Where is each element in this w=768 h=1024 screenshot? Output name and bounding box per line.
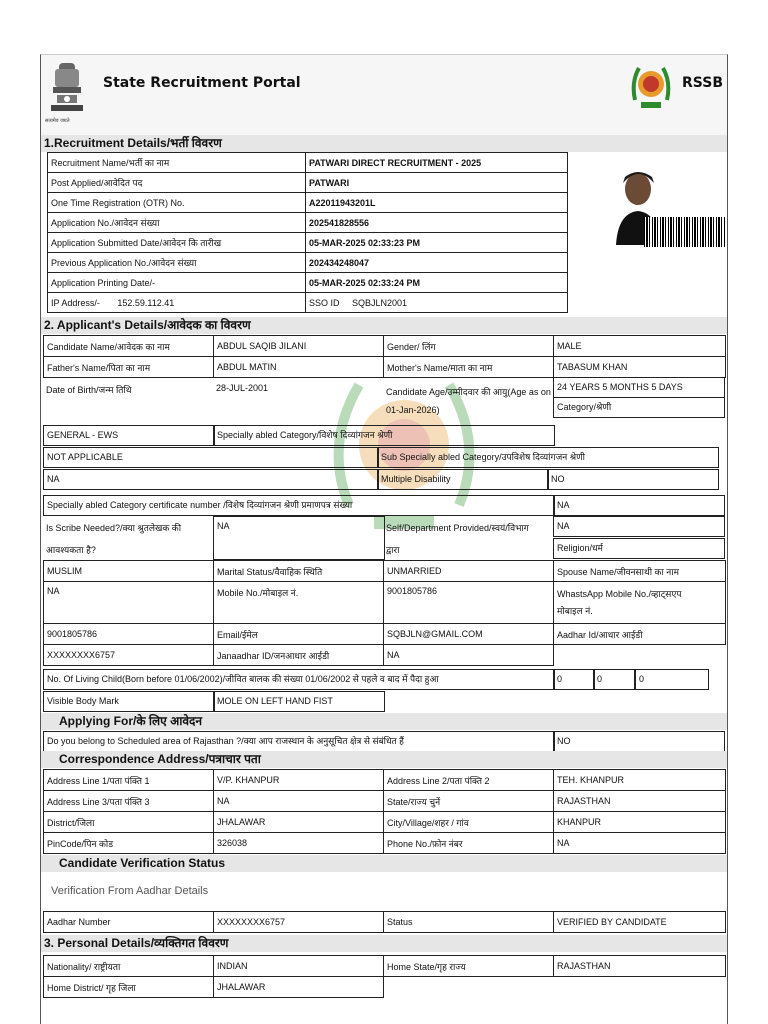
ip-address-cell xyxy=(48,293,306,313)
field-label: Janaadhar ID/जनआधार आईडी xyxy=(214,645,384,666)
category-label: Category/श्रेणी xyxy=(553,397,725,418)
sub-specially-abled-label: Sub Specially abled Category/उपविशेष दिव्यांगजन श्रेणी xyxy=(377,447,719,468)
table-row xyxy=(44,582,726,624)
rssb-logo-icon xyxy=(629,60,673,112)
sso-id-cell xyxy=(306,293,568,313)
field-label: Aadhar Number xyxy=(44,912,214,933)
table-row xyxy=(44,791,726,812)
field-value: RAJASTHAN xyxy=(554,791,726,812)
field-value: PATWARI DIRECT RECRUITMENT - 2025 xyxy=(306,153,568,173)
field-value: NA xyxy=(44,582,214,624)
table-row xyxy=(44,561,726,582)
certificate-number-value: NA xyxy=(553,495,725,516)
table-row xyxy=(44,912,726,933)
dob-label: Date of Birth/जन्म तिथि xyxy=(46,385,132,395)
address-title: Correspondence Address/पत्राचार पता xyxy=(59,752,261,766)
field-label: Application No./आवेदन संख्या xyxy=(48,213,306,233)
field-label: Spouse Name/जीवनसाथी का नाम xyxy=(554,561,726,582)
body-mark-value: MOLE ON LEFT HAND FIST xyxy=(213,691,385,712)
applicant-details-table-b xyxy=(43,560,726,666)
field-value: 9001805786 xyxy=(384,582,554,624)
certificate-number-label: Specially abled Category certificate number /विशेष दिव्यांगजन श्रेणी प्रमाणपत्र संख्या xyxy=(43,495,555,516)
field-value: UNMARRIED xyxy=(384,561,554,582)
field-label: Address Line 2/पता पंक्ति 2 xyxy=(384,770,554,791)
table-row xyxy=(44,336,726,357)
table-row xyxy=(48,233,568,253)
living-child-value-3: 0 xyxy=(635,669,709,690)
field-value: RAJASTHAN xyxy=(554,956,726,977)
field-value: 9001805786 xyxy=(44,624,214,645)
field-label: Marital Status/वैवाहिक स्थिति xyxy=(214,561,384,582)
field-label: City/Village/शहर / गांव xyxy=(384,812,554,833)
field-label: Address Line 1/पता पंक्ति 1 xyxy=(44,770,214,791)
sub-specially-abled-value: NA xyxy=(43,469,379,490)
application-form-page xyxy=(40,54,728,1024)
table-row xyxy=(48,193,568,213)
applying-for-title: Applying For/के लिए आवेदन xyxy=(59,714,203,728)
field-value: NA xyxy=(214,791,384,812)
verification-title: Candidate Verification Status xyxy=(59,856,226,870)
field-value: V/P. KHANPUR xyxy=(214,770,384,791)
empty-cell xyxy=(554,645,726,666)
field-label: Phone No./फ़ोन नंबर xyxy=(384,833,554,854)
table-row xyxy=(44,645,726,666)
field-label: Email/ईमेल xyxy=(214,624,384,645)
field-label: Post Applied/आवेदित पद xyxy=(48,173,306,193)
table-row xyxy=(48,273,568,293)
field-label: One Time Registration (OTR) No. xyxy=(48,193,306,213)
field-label: Aadhar Id/आधार आईडी xyxy=(554,624,726,645)
whatsapp-label: WhastsApp Mobile No./व्हाट्सएप xyxy=(557,589,682,599)
ip-address-value: 152.59.112.41 xyxy=(117,297,175,308)
category-value: GENERAL - EWS xyxy=(43,425,215,446)
field-label: PinCode/पिन कोड xyxy=(44,833,214,854)
verification-table xyxy=(43,911,726,933)
field-label: Recruitment Name/भर्ती का नाम xyxy=(48,153,306,173)
section-applicant-title: 2. Applicant's Details/आवेदक का विवरण xyxy=(41,317,728,334)
specially-abled-value: NOT APPLICABLE xyxy=(43,447,379,468)
age-value: 24 YEARS 5 MONTHS 5 DAYS xyxy=(553,377,725,398)
living-child-value-1: 0 xyxy=(553,669,595,690)
field-value: KHANPUR xyxy=(554,812,726,833)
field-label: Home State/गृह राज्य xyxy=(384,956,554,977)
multiple-disability-value: NO xyxy=(547,469,719,490)
religion-label: Religion/धर्म xyxy=(553,538,725,559)
multiple-disability-label: Multiple Disability xyxy=(377,469,549,490)
field-label: Gender/ लिंग xyxy=(384,336,554,357)
section-recruitment-title: 1.Recruitment Details/भर्ती विवरण xyxy=(41,135,728,152)
verification-subtitle: Verification From Aadhar Details xyxy=(51,885,209,897)
sso-id-label: SSO ID xyxy=(309,297,340,308)
form-header xyxy=(41,55,728,135)
field-value: 05-MAR-2025 02:33:23 PM xyxy=(306,233,568,253)
field-value: 202434248047 xyxy=(306,253,568,273)
field-value: JHALAWAR xyxy=(214,812,384,833)
field-label: Father's Name/पिता का नाम xyxy=(44,357,214,378)
empty-cell xyxy=(384,977,554,998)
scribe-value: NA xyxy=(213,516,385,560)
field-value: PATWARI xyxy=(306,173,568,193)
table-row xyxy=(44,357,726,378)
field-label: Mother's Name/माता का नाम xyxy=(384,357,554,378)
field-label: Candidate Name/आवेदक का नाम xyxy=(44,336,214,357)
field-value: INDIAN xyxy=(214,956,384,977)
barcode xyxy=(644,217,726,247)
field-label: Application Printing Date/- xyxy=(48,273,306,293)
table-row xyxy=(44,624,726,645)
field-label: Mobile No./मोबाइल नं. xyxy=(214,582,384,624)
field-value: 202541828556 xyxy=(306,213,568,233)
field-label: Home District/ गृह जिला xyxy=(44,977,214,998)
scheduled-area-answer: NO xyxy=(553,731,725,752)
section-personal-title: 3. Personal Details/व्यक्तिगत विवरण xyxy=(41,935,728,952)
status-badge: VERIFIED BY CANDIDATE xyxy=(554,912,726,933)
table-row xyxy=(44,770,726,791)
field-label: Previous Application No./आवेदन संख्या xyxy=(48,253,306,273)
field-value: NA xyxy=(554,833,726,854)
table-row xyxy=(44,812,726,833)
scheduled-area-question: Do you belong to Scheduled area of Rajasthan ?/क्या आप राजस्थान के अनुसूचित क्षेत्र से संबंधित हैं xyxy=(43,731,555,752)
field-value: SQBJLN@GMAIL.COM xyxy=(384,624,554,645)
personal-details-table xyxy=(43,955,726,998)
scribe-label-2: आवश्यकता है? xyxy=(46,545,96,555)
ip-address-label: IP Address/- xyxy=(51,297,100,308)
field-label: Application Submitted Date/आवेदन कि तारीख xyxy=(48,233,306,253)
field-label: Status xyxy=(384,912,554,933)
field-value: 326038 xyxy=(214,833,384,854)
specially-abled-label: Specially abled Category/विशेष दिव्यांगजन श्रेणी xyxy=(213,425,555,446)
table-row xyxy=(48,173,568,193)
field-value: JHALAWAR xyxy=(214,977,384,998)
emblem-caption: सत्यमेव जयते xyxy=(45,118,70,124)
empty-cell xyxy=(554,977,726,998)
field-label: Address Line 3/पता पंक्ति 3 xyxy=(44,791,214,812)
portal-title: State Recruitment Portal xyxy=(103,75,301,91)
table-row xyxy=(44,833,726,854)
table-row xyxy=(48,293,568,313)
field-value: XXXXXXXX6757 xyxy=(44,645,214,666)
field-value: ABDUL MATIN xyxy=(214,357,384,378)
table-row xyxy=(44,956,726,977)
self-department-label: Self/Department Provided/स्वयं/विभाग xyxy=(386,523,529,533)
field-value: XXXXXXXX6757 xyxy=(214,912,384,933)
self-department-label-2: द्वारा xyxy=(386,545,400,555)
field-value: MUSLIM xyxy=(44,561,214,582)
field-label: Nationality/ राष्ट्रीयता xyxy=(44,956,214,977)
address-table xyxy=(43,769,726,854)
scribe-label: Is Scribe Needed?/क्या श्रुतलेखक की xyxy=(46,523,182,533)
table-row xyxy=(48,213,568,233)
field-value: MALE xyxy=(554,336,726,357)
table-row xyxy=(48,253,568,273)
living-child-value-2: 0 xyxy=(593,669,635,690)
rssb-org-name: RSSB xyxy=(682,75,723,91)
living-child-label: No. Of Living Child(Born before 01/06/2002)/जीवित बालक की संख्या 01/06/2002 से पहले व बाद में पैदा हुआ xyxy=(43,669,555,690)
dob-value: 28-JUL-2001 xyxy=(216,383,269,393)
field-label: District/जिला xyxy=(44,812,214,833)
table-row xyxy=(44,977,726,998)
field-value: TEH. KHANPUR xyxy=(554,770,726,791)
whatsapp-label-2: मोबाइल नं. xyxy=(557,606,593,616)
field-value: NA xyxy=(384,645,554,666)
age-label: Candidate Age/उम्मीदवार की आयु(Age as on 01-Jan-2026) xyxy=(386,387,551,415)
body-mark-label: Visible Body Mark xyxy=(43,691,215,712)
table-row xyxy=(48,153,568,173)
field-value: 05-MAR-2025 02:33:24 PM xyxy=(306,273,568,293)
self-department-value: NA xyxy=(553,516,725,537)
applicant-details-table-a xyxy=(43,335,726,378)
field-value: A22011943201L xyxy=(306,193,568,213)
recruitment-details-table xyxy=(47,152,568,313)
field-label: State/राज्य चुनें xyxy=(384,791,554,812)
whatsapp-label-cell xyxy=(554,582,726,624)
field-value: TABASUM KHAN xyxy=(554,357,726,378)
field-value: ABDUL SAQIB JILANI xyxy=(214,336,384,357)
sso-id-value: SQBJLN2001 xyxy=(352,297,408,308)
